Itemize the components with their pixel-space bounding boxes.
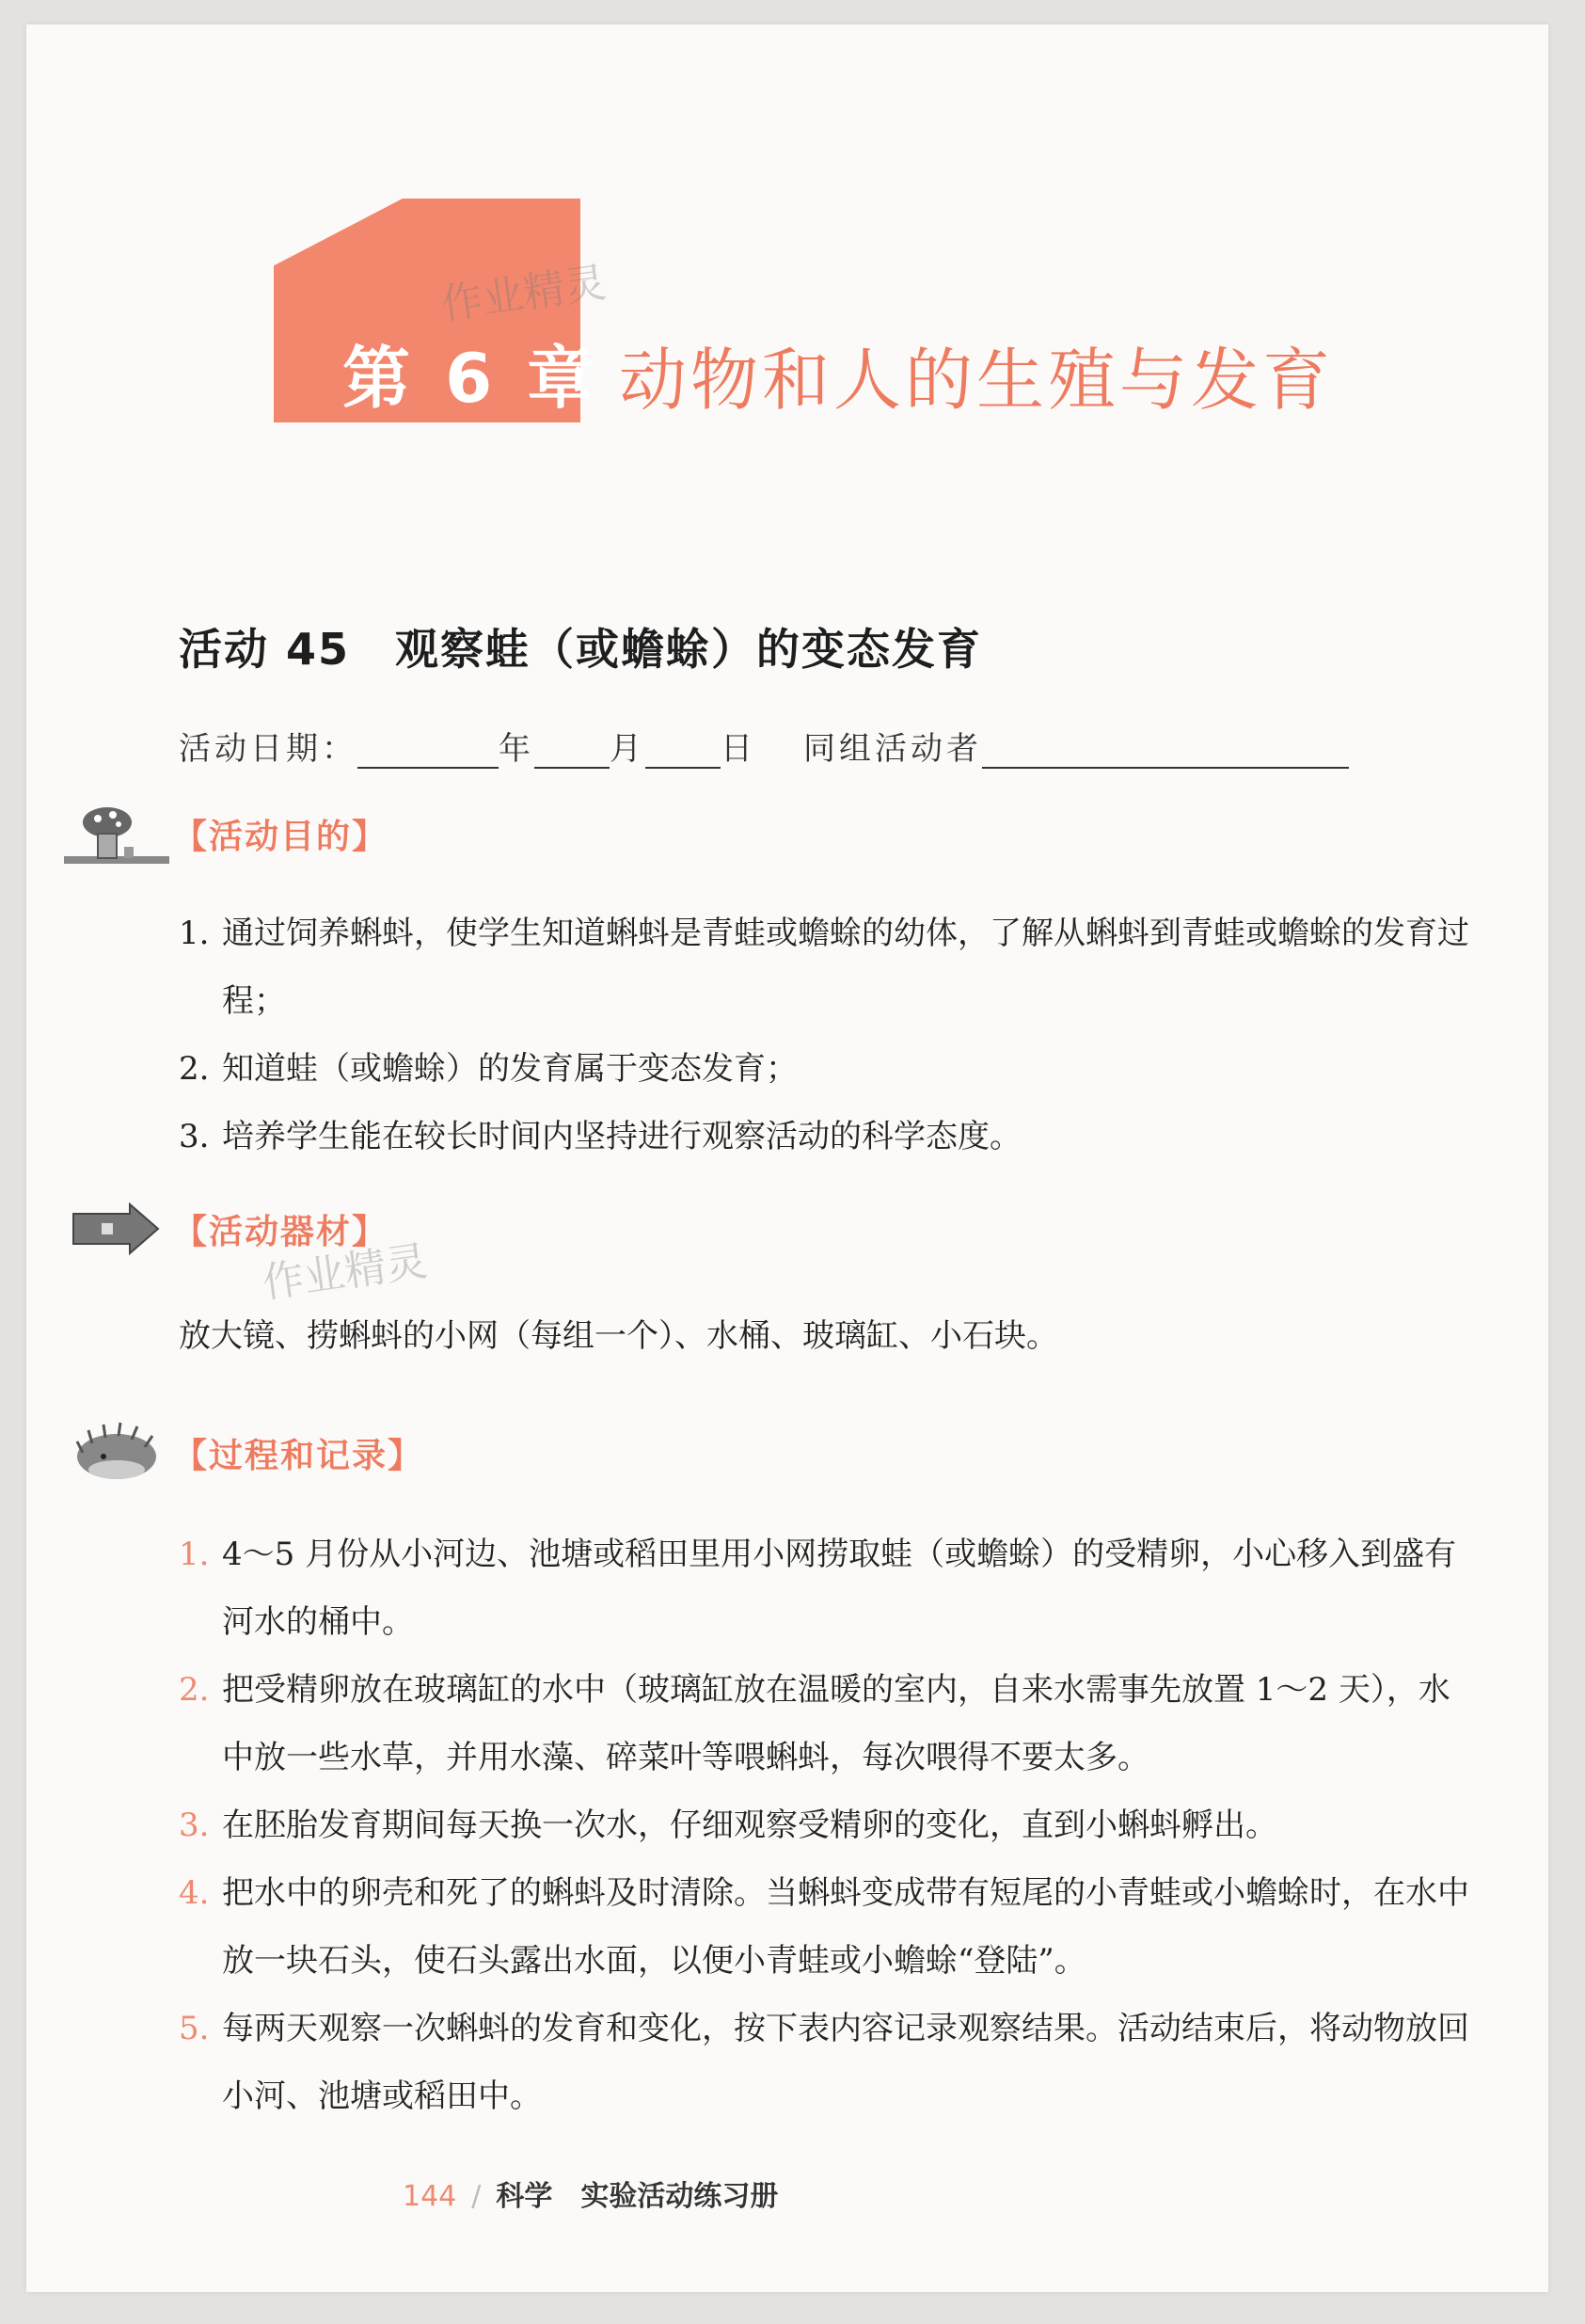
mushroom-icon <box>64 796 169 871</box>
list-text: 把水中的卵壳和死了的蝌蚪及时清除。当蝌蚪变成带有短尾的小青蛙或小蟾蜍时，在水中放一块石头，使石头露出水面，以便小青蛙或小蟾蜍“登陆”。 <box>222 1874 1469 1980</box>
list-item <box>179 1791 1477 1859</box>
materials-text: 放大镜、捞蝌蚪的小网（每组一个）、水桶、玻璃缸、小石块。 <box>179 1317 1058 1355</box>
month-label: 月 <box>610 730 645 768</box>
chapter-title: 动物和人的生殖与发育 <box>619 341 1335 420</box>
list-number: 1. <box>179 1536 210 1573</box>
date-label: 活动日期： <box>179 730 357 768</box>
list-number: 5. <box>179 2010 210 2047</box>
section-process-header <box>64 1415 423 1490</box>
section-materials-label: 【活动器材】 <box>173 1212 388 1251</box>
watermark: 作业精灵 <box>259 1236 431 1308</box>
list-number: 3. <box>179 1807 210 1844</box>
year-blank[interactable] <box>357 735 499 769</box>
list-item <box>179 1859 1477 1995</box>
month-blank[interactable] <box>534 735 610 769</box>
list-number: 1. <box>179 915 210 952</box>
list-item <box>179 1520 1477 1656</box>
page <box>26 24 1548 2292</box>
list-number: 3. <box>179 1118 210 1155</box>
date-line <box>179 723 1349 769</box>
group-label: 同组活动者 <box>803 730 982 768</box>
group-blank[interactable] <box>982 735 1349 769</box>
list-text: 4～5 月份从小河边、池塘或稻田里用小网捞取蛙（或蟾蜍）的受精卵，小心移入到盛有河水的桶中。 <box>222 1536 1457 1641</box>
list-text: 每两天观察一次蝌蚪的发育和变化，按下表内容记录观察结果。活动结束后，将动物放回小河、池塘或稻田中。 <box>222 2010 1469 2115</box>
list-text: 培养学生能在较长时间内坚持进行观察活动的科学态度。 <box>222 1118 1022 1155</box>
list-item <box>179 1656 1477 1791</box>
page-footer: 144 / 科学 实验活动练习册 <box>403 2180 779 2213</box>
hedgehog-icon <box>64 1415 169 1490</box>
list-item <box>179 1995 1477 2130</box>
section-process-label: 【过程和记录】 <box>173 1436 424 1475</box>
day-blank[interactable] <box>645 735 721 769</box>
arrow-sign-icon <box>64 1191 169 1266</box>
list-text: 知道蛙（或蟾蜍）的发育属于变态发育； <box>222 1050 798 1088</box>
footer-subject: 科学 <box>496 2180 553 2213</box>
watermark: 作业精灵 <box>437 258 610 329</box>
activity-title: 活动 45 观察蛙（或蟾蜍）的变态发育 <box>179 624 983 675</box>
chapter-number: 第 6 章 <box>342 339 601 418</box>
list-item <box>179 899 1477 1035</box>
page-number: 144 <box>403 2180 457 2213</box>
footer-book: 实验活动练习册 <box>580 2180 779 2213</box>
section-materials-header <box>64 1191 388 1266</box>
list-number: 2. <box>179 1050 210 1088</box>
day-label: 日 <box>721 730 756 768</box>
list-item <box>179 1035 1477 1103</box>
section-purpose-label: 【活动目的】 <box>173 817 388 856</box>
list-item <box>179 1103 1477 1170</box>
list-text: 通过饲养蝌蚪，使学生知道蝌蚪是青蛙或蟾蜍的幼体，了解从蝌蚪到青蛙或蟾蜍的发育过程； <box>222 915 1469 1020</box>
year-label: 年 <box>499 730 534 768</box>
list-text: 把受精卵放在玻璃缸的水中（玻璃缸放在温暖的室内，自来水需事先放置 1～2 天），水中放一些水草，并用水藻、碎菜叶等喂蝌蚪，每次喂得不要太多。 <box>222 1671 1450 1776</box>
list-text: 在胚胎发育期间每天换一次水，仔细观察受精卵的变化，直到小蝌蚪孵出。 <box>222 1807 1277 1844</box>
list-number: 2. <box>179 1671 210 1709</box>
list-number: 4. <box>179 1874 210 1912</box>
section-purpose-header <box>64 796 388 871</box>
